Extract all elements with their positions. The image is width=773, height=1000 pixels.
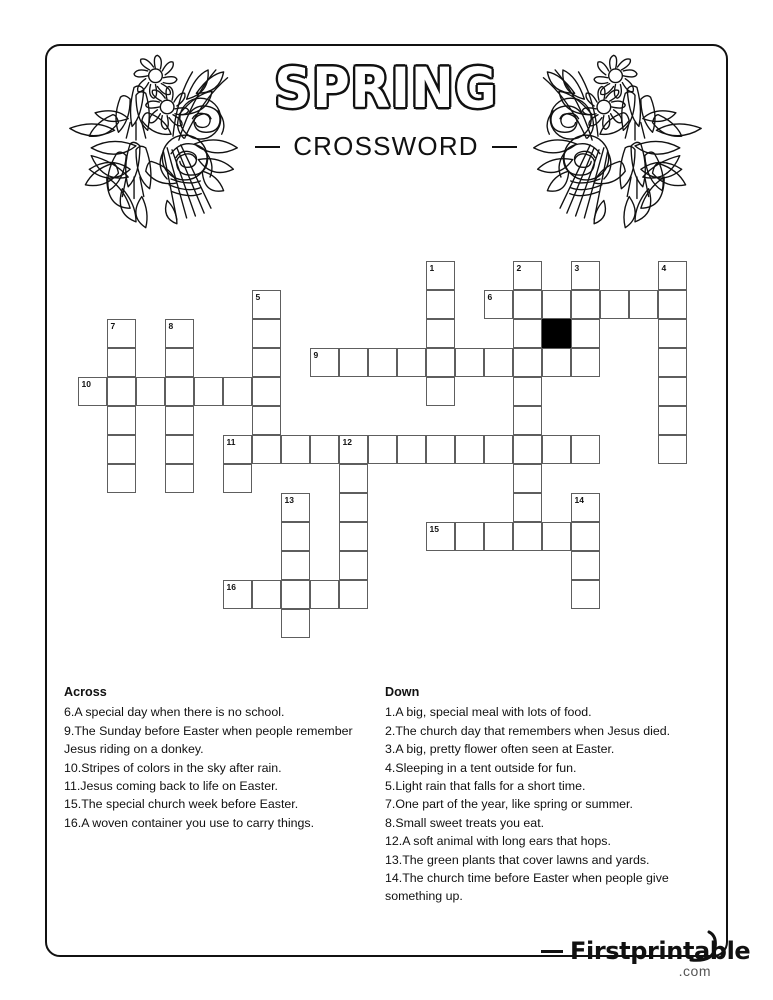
across-clue-item: 9.The Sunday before Easter when people remember Jesus riding on a donkey. bbox=[64, 723, 353, 757]
grid-cell[interactable] bbox=[513, 348, 542, 377]
grid-cell[interactable] bbox=[223, 580, 252, 609]
grid-cell[interactable] bbox=[107, 435, 136, 464]
grid-cell[interactable] bbox=[571, 435, 600, 464]
across-clue-item: 16.A woven container you use to carry things. bbox=[64, 815, 315, 830]
grid-cell[interactable] bbox=[252, 580, 281, 609]
grid-cell-number: 10 bbox=[81, 379, 91, 389]
grid-cell[interactable] bbox=[658, 348, 687, 377]
across-clue-item: 6.A special day when there is no school. bbox=[64, 705, 285, 720]
grid-cell-number: 13 bbox=[284, 495, 294, 505]
grid-cell[interactable] bbox=[310, 348, 339, 377]
grid-cell[interactable] bbox=[426, 319, 455, 348]
grid-cell[interactable] bbox=[513, 493, 542, 522]
grid-cell[interactable] bbox=[107, 319, 136, 348]
grid-cell[interactable] bbox=[339, 522, 368, 551]
grid-cell-block bbox=[542, 319, 571, 348]
grid-cell[interactable] bbox=[223, 464, 252, 493]
grid-cell[interactable] bbox=[513, 319, 542, 348]
grid-cell[interactable] bbox=[513, 464, 542, 493]
grid-cell[interactable] bbox=[281, 522, 310, 551]
grid-cell-number: 6 bbox=[487, 292, 493, 302]
grid-cell[interactable] bbox=[107, 377, 136, 406]
grid-cell[interactable] bbox=[339, 580, 368, 609]
logo-domain-text: .com bbox=[678, 963, 711, 979]
grid-cell[interactable] bbox=[252, 348, 281, 377]
grid-cell[interactable] bbox=[658, 406, 687, 435]
grid-cell[interactable] bbox=[339, 493, 368, 522]
grid-cell[interactable] bbox=[542, 435, 571, 464]
grid-cell[interactable] bbox=[513, 406, 542, 435]
grid-cell[interactable] bbox=[513, 377, 542, 406]
grid-cell[interactable] bbox=[426, 348, 455, 377]
grid-cell-number: 4 bbox=[661, 263, 667, 273]
grid-cell[interactable] bbox=[426, 290, 455, 319]
grid-cell[interactable] bbox=[252, 290, 281, 319]
grid-cell[interactable] bbox=[165, 319, 194, 348]
grid-cell[interactable] bbox=[571, 522, 600, 551]
grid-cell[interactable] bbox=[194, 377, 223, 406]
grid-cell[interactable] bbox=[600, 290, 629, 319]
grid-cell[interactable] bbox=[310, 580, 339, 609]
down-clue-list bbox=[385, 703, 700, 905]
across-clue-item: 11.Jesus coming back to life on Easter. bbox=[64, 779, 278, 794]
grid-cell[interactable] bbox=[223, 377, 252, 406]
grid-cell[interactable] bbox=[571, 319, 600, 348]
down-clue-item: 8.Small sweet treats you eat. bbox=[385, 815, 545, 830]
grid-cell[interactable] bbox=[658, 290, 687, 319]
grid-cell[interactable] bbox=[165, 464, 194, 493]
down-clue-item: 3.A big, pretty flower often seen at Easter. bbox=[385, 742, 615, 757]
grid-cell[interactable] bbox=[426, 522, 455, 551]
grid-cell[interactable] bbox=[252, 435, 281, 464]
grid-cell[interactable] bbox=[571, 290, 600, 319]
grid-cell[interactable] bbox=[136, 377, 165, 406]
page-title: SPRING bbox=[274, 56, 498, 120]
grid-cell[interactable] bbox=[484, 522, 513, 551]
grid-cell[interactable] bbox=[339, 348, 368, 377]
grid-cell[interactable] bbox=[513, 290, 542, 319]
grid-cell[interactable] bbox=[455, 435, 484, 464]
grid-cell-number: 14 bbox=[574, 495, 584, 505]
down-heading: Down bbox=[385, 685, 420, 699]
grid-cell[interactable] bbox=[107, 406, 136, 435]
grid-cell[interactable] bbox=[165, 348, 194, 377]
grid-cell[interactable] bbox=[223, 435, 252, 464]
grid-cell[interactable] bbox=[542, 348, 571, 377]
grid-cell[interactable] bbox=[252, 406, 281, 435]
grid-cell[interactable] bbox=[281, 493, 310, 522]
grid-cell[interactable] bbox=[310, 435, 339, 464]
grid-cell-number: 9 bbox=[313, 350, 319, 360]
grid-cell[interactable] bbox=[629, 290, 658, 319]
grid-cell[interactable] bbox=[542, 522, 571, 551]
grid-cell[interactable] bbox=[107, 348, 136, 377]
grid-cell[interactable] bbox=[542, 290, 571, 319]
logo-brand-text: Firstprintable bbox=[570, 937, 751, 965]
page-subtitle: CROSSWORD bbox=[293, 131, 479, 161]
across-clues-column bbox=[64, 683, 374, 832]
across-heading: Across bbox=[64, 685, 107, 699]
grid-cell[interactable] bbox=[571, 580, 600, 609]
grid-cell[interactable] bbox=[484, 435, 513, 464]
grid-cell[interactable] bbox=[455, 348, 484, 377]
grid-cell[interactable] bbox=[484, 290, 513, 319]
grid-cell[interactable] bbox=[484, 348, 513, 377]
grid-cell[interactable] bbox=[252, 377, 281, 406]
grid-cell-number: 11 bbox=[226, 437, 236, 447]
site-logo[interactable] bbox=[541, 936, 751, 982]
grid-cell[interactable] bbox=[165, 406, 194, 435]
grid-cell[interactable] bbox=[339, 464, 368, 493]
down-clues-column bbox=[385, 683, 700, 906]
grid-cell[interactable] bbox=[513, 522, 542, 551]
grid-cell-number: 1 bbox=[429, 263, 435, 273]
grid-cell[interactable] bbox=[397, 435, 426, 464]
grid-cell[interactable] bbox=[165, 435, 194, 464]
logo-dash-icon bbox=[541, 950, 563, 953]
across-clue-item: 10.Stripes of colors in the sky after rain. bbox=[64, 760, 282, 775]
grid-cell[interactable] bbox=[339, 551, 368, 580]
grid-cell[interactable] bbox=[571, 348, 600, 377]
grid-cell[interactable] bbox=[571, 493, 600, 522]
grid-cell-number: 8 bbox=[168, 321, 174, 331]
grid-cell[interactable] bbox=[368, 435, 397, 464]
grid-cell-number: 15 bbox=[429, 524, 439, 534]
down-clue-item: 2.The church day that remembers when Jesus died. bbox=[385, 723, 671, 738]
grid-cell[interactable] bbox=[281, 580, 310, 609]
down-clue-item: 13.The green plants that cover lawns and yards. bbox=[385, 852, 650, 867]
grid-cell[interactable] bbox=[426, 377, 455, 406]
down-clue-item: 14.The church time before Easter when people give something up. bbox=[385, 871, 669, 904]
grid-cell[interactable] bbox=[426, 261, 455, 290]
grid-cell[interactable] bbox=[658, 319, 687, 348]
grid-cell[interactable] bbox=[397, 348, 426, 377]
down-clue-item: 5.Light rain that falls for a short time. bbox=[385, 779, 586, 794]
down-clue-item: 4.Sleeping in a tent outside for fun. bbox=[385, 760, 577, 775]
down-clue-item: 7.One part of the year, like spring or summer. bbox=[385, 797, 633, 812]
grid-cell-number: 12 bbox=[342, 437, 352, 447]
down-clue-item: 12.A soft animal with long ears that hops. bbox=[385, 834, 611, 849]
grid-cell[interactable] bbox=[107, 464, 136, 493]
grid-cell[interactable] bbox=[455, 522, 484, 551]
grid-cell-number: 2 bbox=[516, 263, 522, 273]
grid-cell[interactable] bbox=[426, 435, 455, 464]
grid-cell-number: 16 bbox=[226, 582, 236, 592]
grid-cell[interactable] bbox=[571, 551, 600, 580]
down-clue-item: 1.A big, special meal with lots of food. bbox=[385, 705, 592, 720]
grid-cell[interactable] bbox=[281, 435, 310, 464]
across-clue-list bbox=[64, 703, 374, 832]
grid-cell[interactable] bbox=[78, 377, 107, 406]
grid-cell[interactable] bbox=[252, 319, 281, 348]
grid-cell[interactable] bbox=[165, 377, 194, 406]
grid-cell[interactable] bbox=[368, 348, 397, 377]
grid-cell[interactable] bbox=[281, 609, 310, 638]
grid-cell[interactable] bbox=[339, 435, 368, 464]
grid-cell-number: 3 bbox=[574, 263, 580, 273]
across-clue-item: 15.The special church week before Easter. bbox=[64, 797, 299, 812]
grid-cell-number: 7 bbox=[110, 321, 116, 331]
grid-cell[interactable] bbox=[658, 377, 687, 406]
grid-cell[interactable] bbox=[281, 551, 310, 580]
grid-cell[interactable] bbox=[513, 261, 542, 290]
grid-cell[interactable] bbox=[658, 435, 687, 464]
grid-cell[interactable] bbox=[513, 435, 542, 464]
grid-cell-number: 5 bbox=[255, 292, 261, 302]
grid-cell[interactable] bbox=[658, 261, 687, 290]
grid-cell[interactable] bbox=[571, 261, 600, 290]
